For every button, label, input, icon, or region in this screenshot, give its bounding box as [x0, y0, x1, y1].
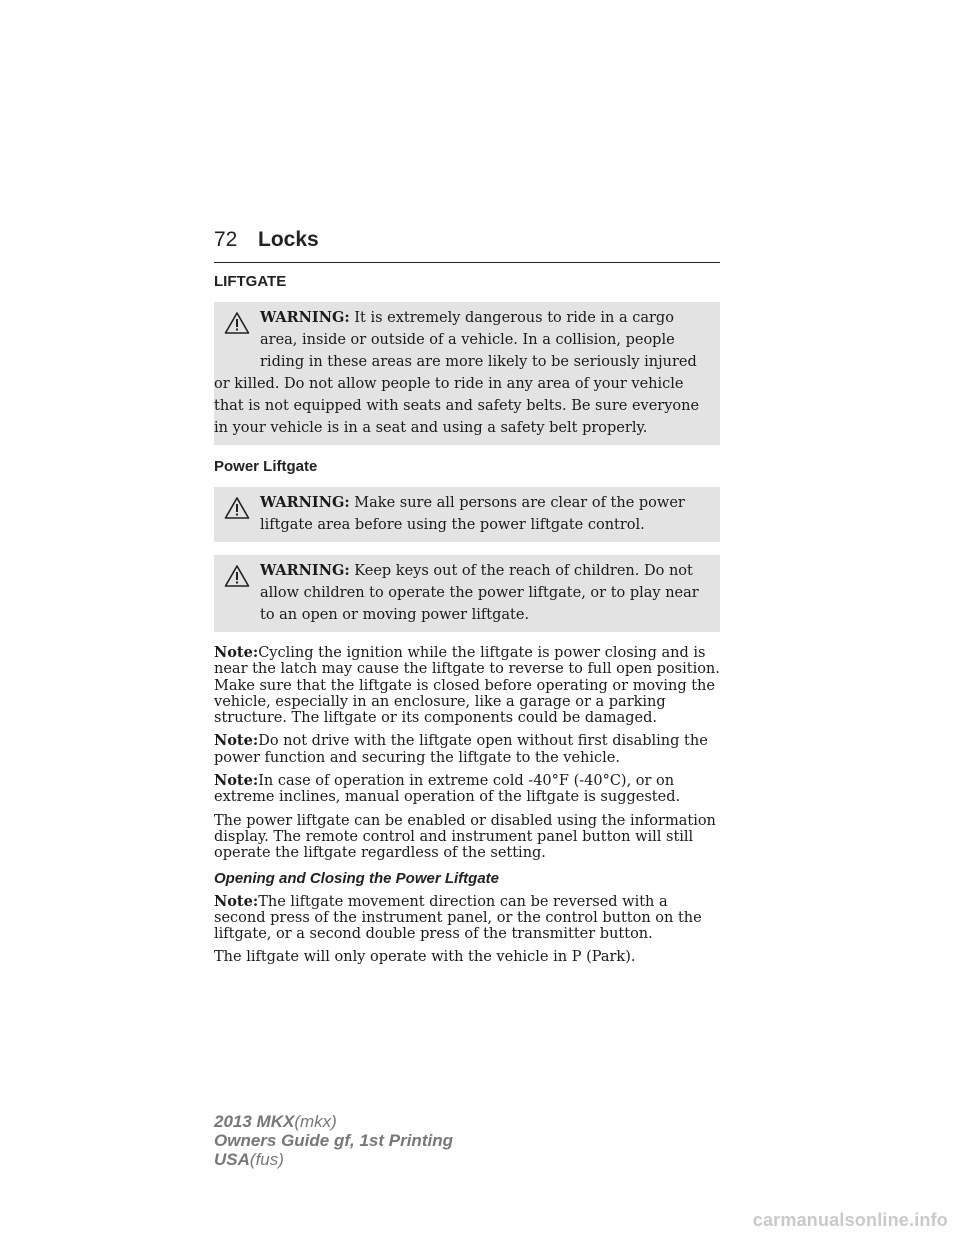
watermark: carmanualsonline.info — [752, 1210, 948, 1230]
warning-box — [214, 555, 720, 632]
footer-market: USA — [214, 1150, 250, 1169]
note-text: Do not drive with the liftgate open without first disabling the power function and securing the liftgate to the vehicle. — [214, 733, 708, 766]
note-label: Note: — [214, 892, 259, 910]
subsection-title: Power Liftgate — [214, 458, 318, 475]
note-paragraph — [214, 733, 720, 766]
note-text: In case of operation in extreme cold -40°F (-40°C), or on extreme inclines, manual operation of the liftgate is suggested. — [214, 773, 681, 806]
warning-text: It is extremely dangerous to ride in a cargo area, inside or outside of a vehicle. In a collision, people riding in these areas are more likely to be seriously injured or killed. Do not allow people to ride in any area of your vehicle that is not equipped with seats and safety belts. Be sure everyone in your vehicle is in a seat and using a safety belt properly. — [214, 310, 700, 436]
warning-triangle-icon — [214, 307, 260, 355]
body-paragraph: The liftgate will only operate with the vehicle in P (Park). — [214, 949, 636, 966]
footer-model: 2013 MKX — [214, 1112, 295, 1131]
page-number: 72 — [214, 228, 238, 251]
note-paragraph — [214, 645, 720, 726]
note-paragraph — [214, 894, 720, 943]
warning-box — [214, 487, 720, 542]
manual-page — [214, 228, 720, 973]
warning-triangle-icon — [214, 492, 260, 540]
warning-text: Make sure all persons are clear of the power liftgate area before using the power liftgate control. — [260, 495, 685, 533]
note-text: Cycling the ignition while the liftgate is power closing and is near the latch may cause the liftgate to reverse to full open position. Make sure that the liftgate is closed before operating or moving the vehicle, especially in an enclosure, like a garage or a parking structure. The liftgate or its components could be damaged. — [214, 645, 720, 727]
note-label: Note: — [214, 732, 259, 750]
chapter-title: Locks — [258, 228, 319, 251]
note-label: Note: — [214, 772, 259, 790]
footer-model-code: (mkx) — [294, 1112, 337, 1131]
note-label: Note: — [214, 644, 259, 661]
warning-label: WARNING: — [260, 494, 350, 511]
procedure-heading: Opening and Closing the Power Liftgate — [214, 869, 500, 887]
note-text: The liftgate movement direction can be reversed with a second press of the instrument panel, or the control button on the liftgate, or a second double press of the transmitter button. — [214, 893, 702, 943]
warning-label: WARNING: — [260, 309, 350, 326]
body-paragraph: The power liftgate can be enabled or disabled using the information display. The remote control and instrument panel button will still operate the liftgate regardless of the setting. — [214, 812, 716, 862]
warning-label: WARNING: — [260, 562, 350, 579]
warning-triangle-icon — [214, 560, 260, 608]
footer-market-code: (fus) — [249, 1150, 284, 1169]
warning-text: Keep keys out of the reach of children. Do not allow children to operate the power liftgate, or to play near to an open or moving power liftgate. — [260, 563, 699, 623]
section-title: LIFTGATE — [214, 273, 287, 290]
warning-box — [214, 302, 720, 445]
page-header — [214, 228, 720, 263]
note-paragraph — [214, 773, 720, 806]
footer-guide: Owners Guide gf, 1st Printing — [214, 1131, 453, 1150]
page-footer — [214, 1112, 453, 1169]
